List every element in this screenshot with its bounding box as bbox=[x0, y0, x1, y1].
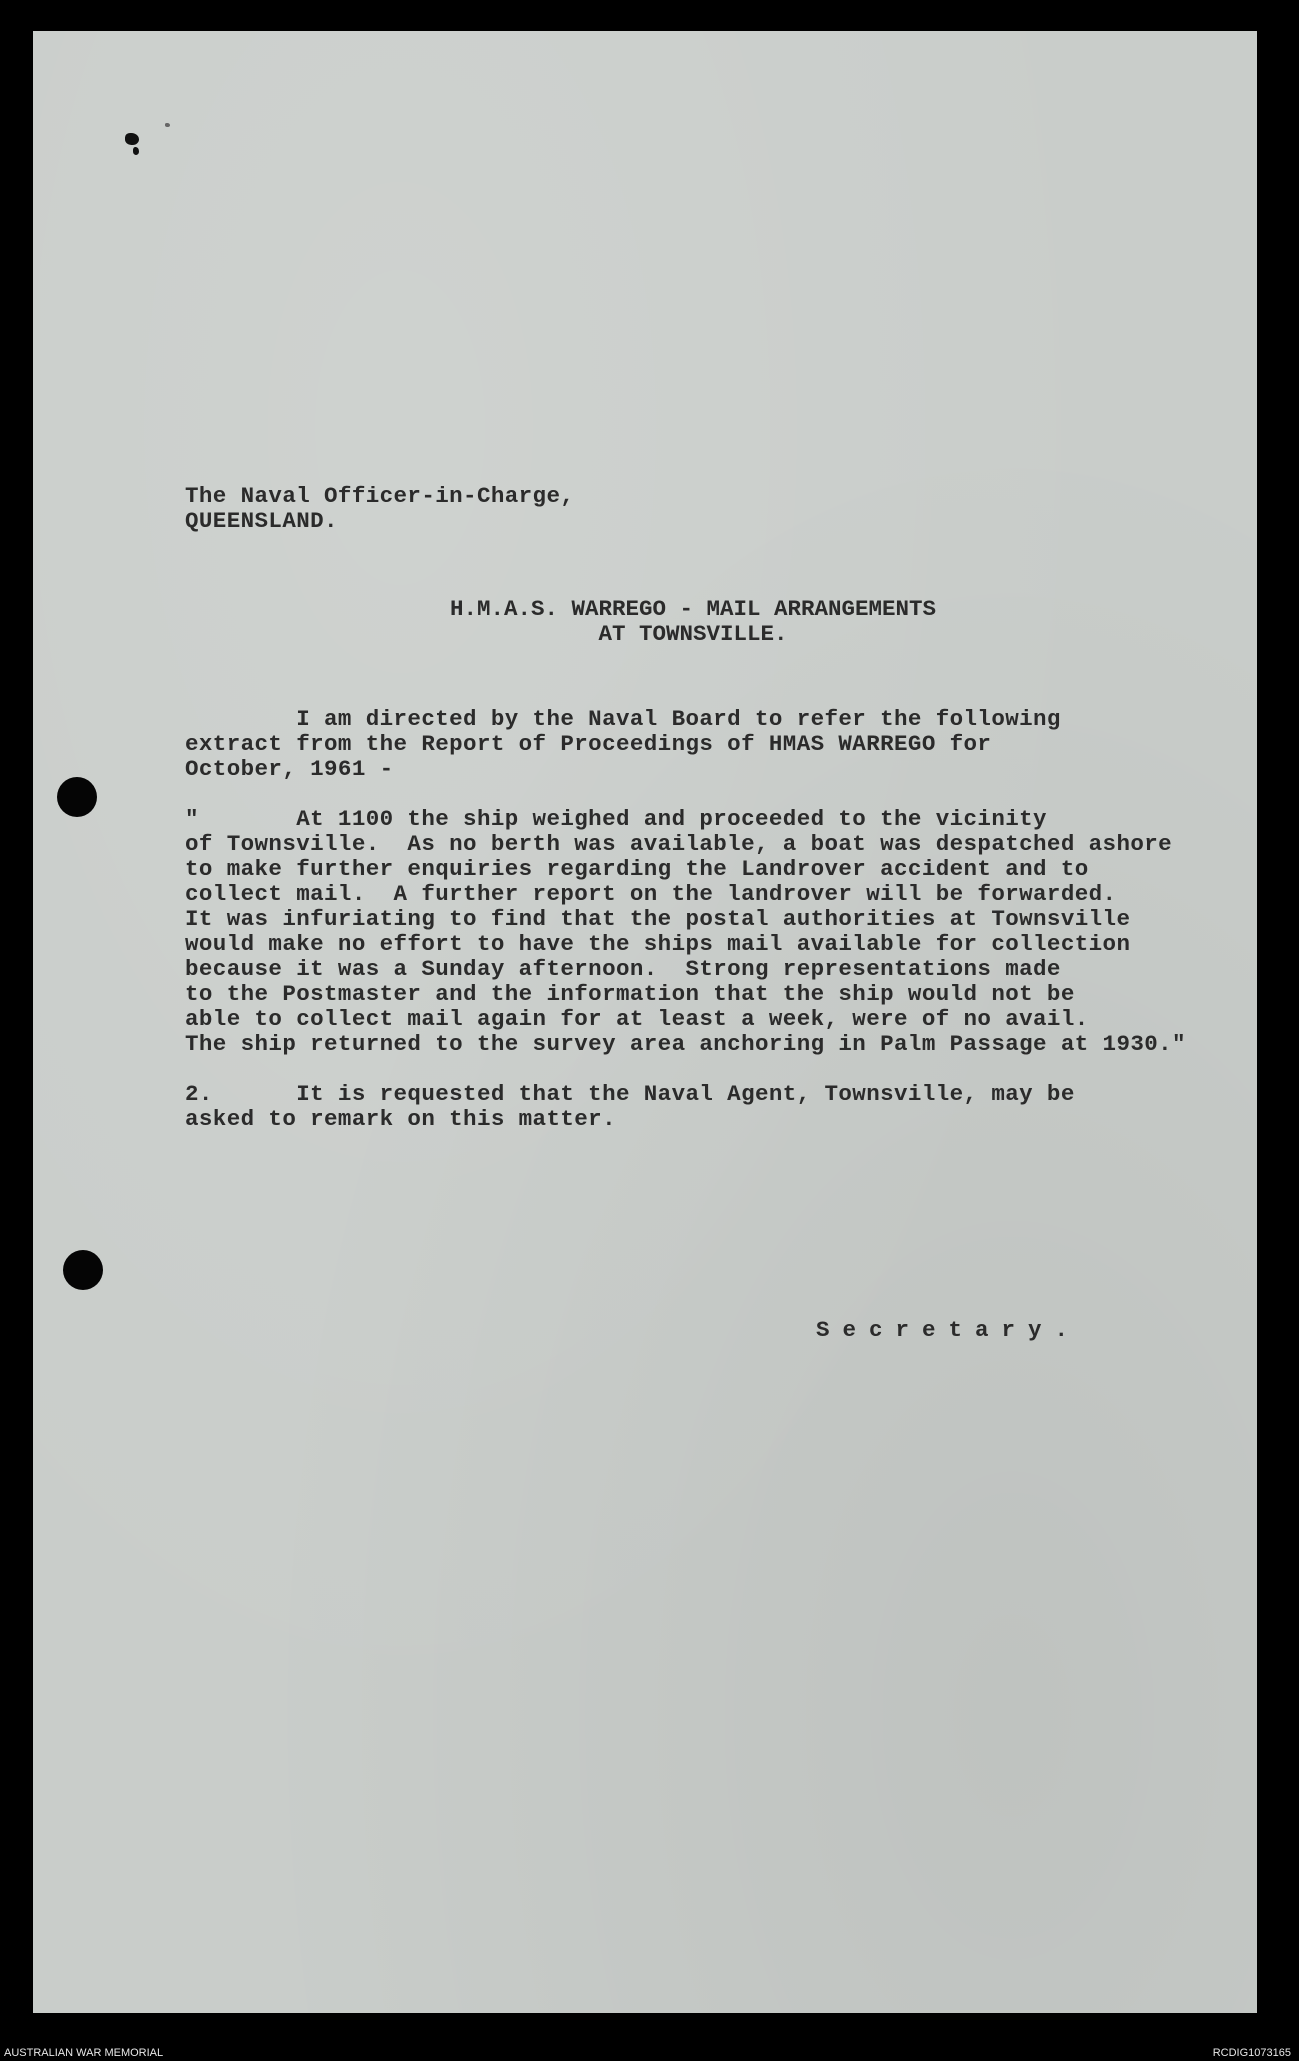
paragraph-1-line: extract from the Report of Proceedings of HMAS WARREGO for bbox=[185, 731, 992, 757]
quote-line: The ship returned to the survey area anchoring in Palm Passage at 1930." bbox=[185, 1031, 1186, 1057]
quote-line: of Townsville. As no berth was available, a boat was despatched ashore bbox=[185, 831, 1173, 857]
paragraph-2-line: asked to remark on this matter. bbox=[185, 1106, 616, 1132]
paragraph-1-line: October, 1961 - bbox=[185, 756, 394, 782]
ink-speck bbox=[133, 147, 139, 155]
quote-line: able to collect mail again for at least a week, were of no avail. bbox=[185, 1006, 1089, 1032]
quote-line: It was infuriating to find that the postal authorities at Townsville bbox=[185, 906, 1131, 932]
quote-line: collect mail. A further report on the landrover will be forwarded. bbox=[185, 881, 1117, 907]
paragraph-2-line: 2. It is requested that the Naval Agent, Townsville, may be bbox=[185, 1081, 1075, 1107]
ink-speck bbox=[165, 123, 170, 127]
quote-line: would make no effort to have the ships mail available for collection bbox=[185, 931, 1131, 957]
archive-reference: RCDIG1073165 bbox=[1212, 2047, 1291, 2059]
document-page bbox=[33, 31, 1257, 2013]
addressee-line-1: The Naval Officer-in-Charge, bbox=[185, 483, 575, 509]
archive-credit: AUSTRALIAN WAR MEMORIAL bbox=[4, 2047, 164, 2059]
punch-hole-lower bbox=[63, 1250, 103, 1290]
quote-line: " At 1100 the ship weighed and proceeded to the vicinity bbox=[185, 806, 1047, 832]
ink-speck bbox=[125, 133, 139, 145]
signature-block: Secretary. bbox=[816, 1317, 1082, 1343]
quote-line: because it was a Sunday afternoon. Strong representations made bbox=[185, 956, 1061, 982]
subject-line-2: AT TOWNSVILLE. bbox=[598, 621, 788, 647]
paragraph-1-line: I am directed by the Naval Board to refer the following bbox=[185, 706, 1061, 732]
addressee-line-2: QUEENSLAND. bbox=[185, 508, 338, 534]
quote-line: to the Postmaster and the information that the ship would not be bbox=[185, 981, 1075, 1007]
quote-line: to make further enquiries regarding the Landrover accident and to bbox=[185, 856, 1089, 882]
punch-hole-upper bbox=[57, 777, 97, 817]
subject-heading bbox=[393, 597, 993, 647]
subject-line-1: H.M.A.S. WARREGO - MAIL ARRANGEMENTS bbox=[449, 596, 937, 622]
